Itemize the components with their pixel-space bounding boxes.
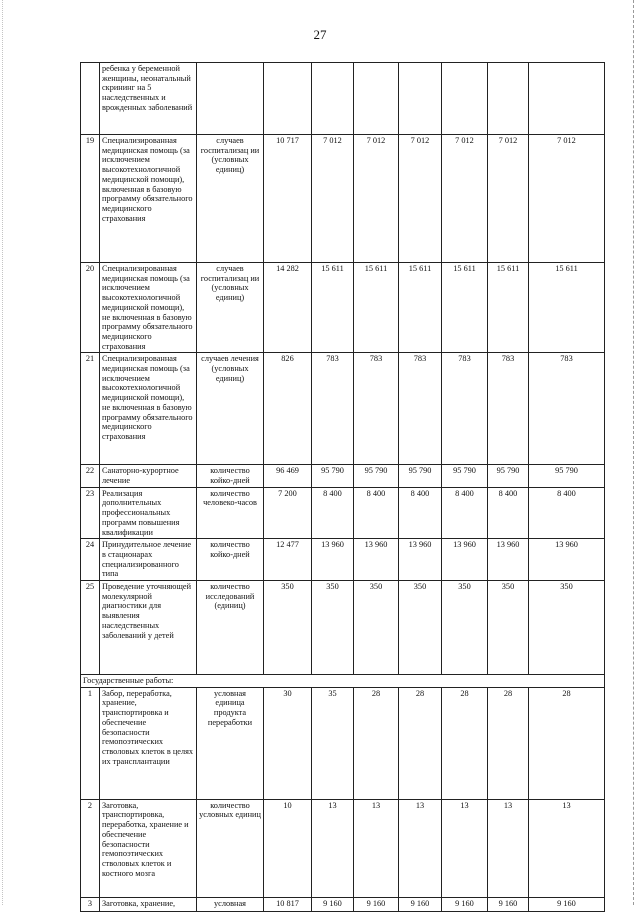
row-unit: количество койко-дней <box>197 539 264 581</box>
row-unit: случаев лечения (условных единиц) <box>197 353 264 465</box>
row-value <box>399 63 442 135</box>
row-name: Санаторно-курортное лечение <box>100 465 197 487</box>
row-value: 13 <box>399 799 442 897</box>
row-value: 350 <box>264 581 312 675</box>
row-value: 7 012 <box>488 135 529 263</box>
row-unit <box>197 63 264 135</box>
row-value: 12 477 <box>264 539 312 581</box>
table-row <box>81 465 605 487</box>
row-value: 15 611 <box>399 263 442 353</box>
row-value: 10 817 <box>264 897 312 911</box>
row-name: Заготовка, хранение, <box>100 897 197 911</box>
row-name: ребенка у беременной женщины, неонатальный скрининг на 5 наследственных и врожденных заболеваний <box>100 63 197 135</box>
page-number: 27 <box>313 27 327 42</box>
table-row <box>81 263 605 353</box>
table-row <box>81 687 605 799</box>
row-value: 350 <box>312 581 354 675</box>
row-value: 8 400 <box>354 487 399 539</box>
scan-right-edge <box>633 0 634 905</box>
scan-left-edge <box>2 0 3 905</box>
row-name: Специализированная медицинская помощь (за исключением высокотехнологичной медицинской помощи), включенная в базовую программу обязательного медицинского страхования <box>100 135 197 263</box>
row-value: 350 <box>354 581 399 675</box>
row-value: 7 200 <box>264 487 312 539</box>
row-value: 95 790 <box>488 465 529 487</box>
row-value: 13 960 <box>488 539 529 581</box>
row-value: 9 160 <box>442 897 488 911</box>
row-number: 20 <box>81 263 100 353</box>
row-value <box>354 63 399 135</box>
table-row <box>81 63 605 135</box>
row-value: 15 611 <box>312 263 354 353</box>
row-value: 783 <box>399 353 442 465</box>
row-name: Специализированная медицинская помощь (за исключением высокотехнологичной медицинской помощи), не включенная в базовую программу обязательного медицинского страхования <box>100 353 197 465</box>
row-name: Проведение уточняющей молекулярной диагностики для выявления наследственных заболеваний у детей <box>100 581 197 675</box>
row-value: 9 160 <box>399 897 442 911</box>
row-value: 350 <box>529 581 605 675</box>
row-number: 3 <box>81 897 100 911</box>
row-value: 13 <box>488 799 529 897</box>
row-value: 28 <box>354 687 399 799</box>
row-value: 13 960 <box>312 539 354 581</box>
row-unit: количество человеко-часов <box>197 487 264 539</box>
row-value: 13 960 <box>354 539 399 581</box>
row-value: 8 400 <box>488 487 529 539</box>
row-value: 8 400 <box>529 487 605 539</box>
row-name: Заготовка, транспортировка, переработка, хранение и обеспечение безопасности гемопоэтических стволовых клеток и костного мозга <box>100 799 197 897</box>
row-unit: случаев госпитализац ии (условных единиц) <box>197 263 264 353</box>
row-value: 783 <box>488 353 529 465</box>
row-value: 13 <box>354 799 399 897</box>
row-name: Забор, переработка, хранение, транспортировка и обеспечение безопасности гемопоэтических стволовых клеток в целях их трансплантации <box>100 687 197 799</box>
row-value: 35 <box>312 687 354 799</box>
row-value: 7 012 <box>312 135 354 263</box>
row-value: 28 <box>529 687 605 799</box>
row-value: 95 790 <box>529 465 605 487</box>
row-value: 9 160 <box>488 897 529 911</box>
row-number <box>81 63 100 135</box>
section-row <box>81 675 605 688</box>
row-number: 1 <box>81 687 100 799</box>
row-value: 350 <box>442 581 488 675</box>
table-row <box>81 353 605 465</box>
row-value: 14 282 <box>264 263 312 353</box>
row-value: 13 <box>312 799 354 897</box>
row-value: 7 012 <box>399 135 442 263</box>
row-number: 25 <box>81 581 100 675</box>
row-unit: условная <box>197 897 264 911</box>
row-number: 24 <box>81 539 100 581</box>
row-number: 2 <box>81 799 100 897</box>
row-value: 7 012 <box>529 135 605 263</box>
row-value: 30 <box>264 687 312 799</box>
row-value: 9 160 <box>354 897 399 911</box>
row-value: 13 960 <box>529 539 605 581</box>
row-unit: количество исследований (единиц) <box>197 581 264 675</box>
row-value: 96 469 <box>264 465 312 487</box>
row-value: 95 790 <box>399 465 442 487</box>
row-value: 10 717 <box>264 135 312 263</box>
row-value: 95 790 <box>354 465 399 487</box>
table-row <box>81 799 605 897</box>
row-value <box>264 63 312 135</box>
row-value: 13 <box>442 799 488 897</box>
row-name: Реализация дополнительных профессиональных программ повышения квалификации <box>100 487 197 539</box>
row-value: 95 790 <box>442 465 488 487</box>
row-unit: количество койко-дней <box>197 465 264 487</box>
row-number: 21 <box>81 353 100 465</box>
row-value: 15 611 <box>442 263 488 353</box>
row-value: 783 <box>442 353 488 465</box>
row-number: 19 <box>81 135 100 263</box>
row-value: 28 <box>488 687 529 799</box>
row-value: 783 <box>354 353 399 465</box>
row-value: 15 611 <box>529 263 605 353</box>
table-row <box>81 135 605 263</box>
row-value <box>488 63 529 135</box>
table-row <box>81 897 605 911</box>
table-row <box>81 539 605 581</box>
row-value: 95 790 <box>312 465 354 487</box>
row-value: 826 <box>264 353 312 465</box>
row-unit: случаев госпитализац ии (условных единиц) <box>197 135 264 263</box>
row-value: 8 400 <box>312 487 354 539</box>
row-value: 783 <box>312 353 354 465</box>
row-number: 22 <box>81 465 100 487</box>
indicator-table <box>80 62 605 912</box>
row-value: 28 <box>399 687 442 799</box>
row-name: Специализированная медицинская помощь (за исключением высокотехнологичной медицинской помощи), не включенная в базовую программу обязательного медицинского страхования <box>100 263 197 353</box>
row-value: 7 012 <box>442 135 488 263</box>
table-row <box>81 487 605 539</box>
row-value: 15 611 <box>488 263 529 353</box>
row-value: 13 960 <box>442 539 488 581</box>
row-value <box>442 63 488 135</box>
row-name: Принудительное лечение в стационарах специализированного типа <box>100 539 197 581</box>
row-value: 783 <box>529 353 605 465</box>
row-value <box>529 63 605 135</box>
section-title: Государственные работы: <box>81 675 605 688</box>
row-value: 10 <box>264 799 312 897</box>
row-number: 23 <box>81 487 100 539</box>
row-value: 9 160 <box>312 897 354 911</box>
row-unit: количество условных единиц <box>197 799 264 897</box>
row-value: 7 012 <box>354 135 399 263</box>
row-unit: условная единица продукта переработки <box>197 687 264 799</box>
row-value: 28 <box>442 687 488 799</box>
table-row <box>81 581 605 675</box>
row-value: 8 400 <box>442 487 488 539</box>
row-value <box>312 63 354 135</box>
row-value: 13 960 <box>399 539 442 581</box>
row-value: 9 160 <box>529 897 605 911</box>
row-value: 15 611 <box>354 263 399 353</box>
row-value: 350 <box>399 581 442 675</box>
row-value: 350 <box>488 581 529 675</box>
row-value: 8 400 <box>399 487 442 539</box>
row-value: 13 <box>529 799 605 897</box>
